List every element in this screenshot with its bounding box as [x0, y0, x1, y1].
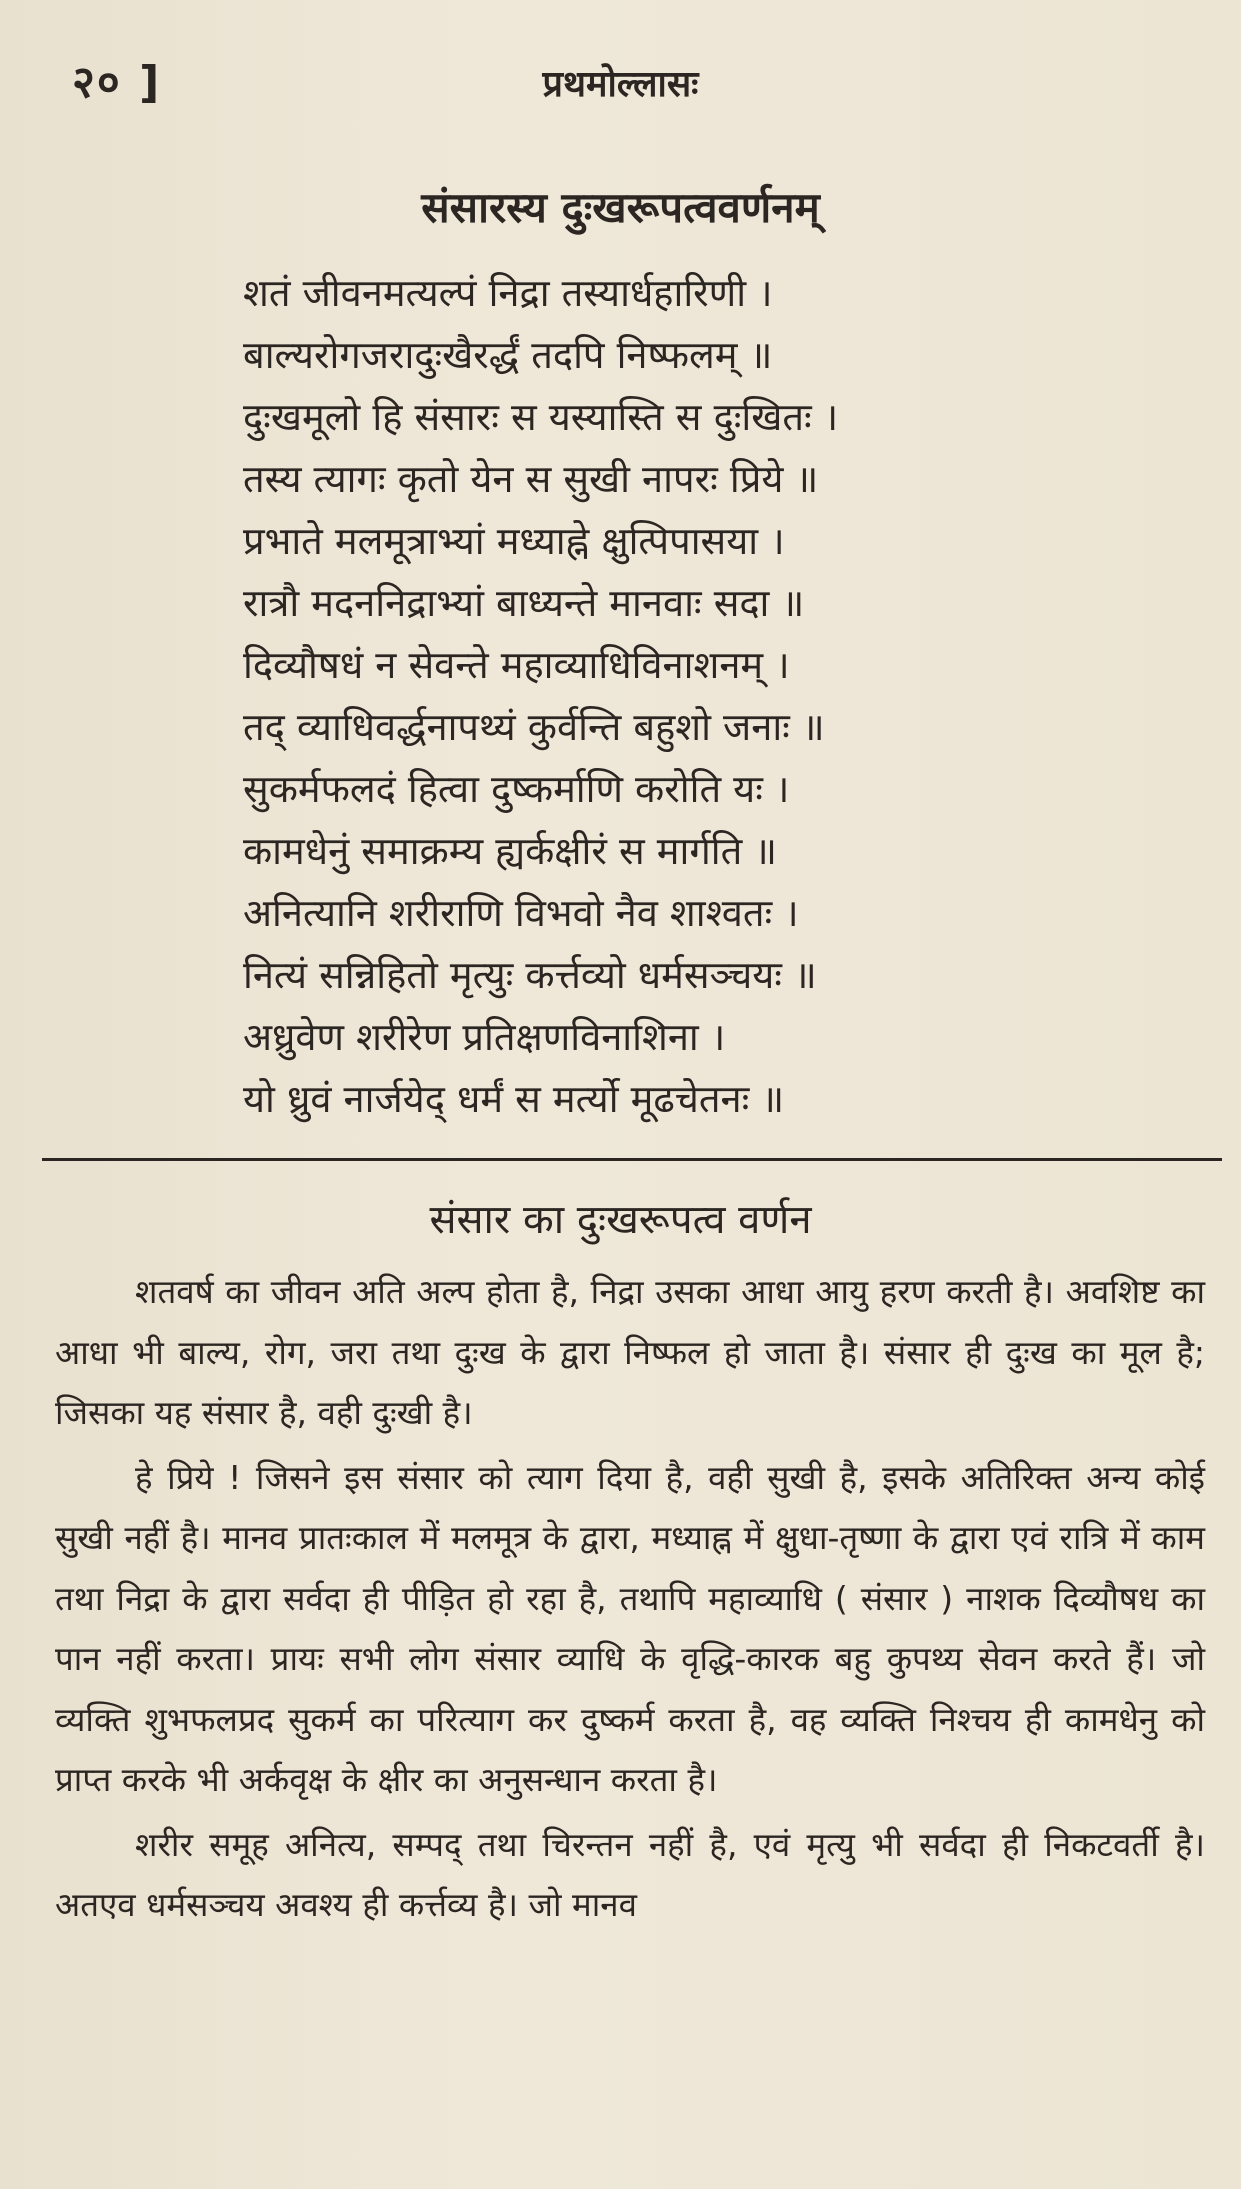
paragraph: हे प्रिये ! जिसने इस संसार को त्याग दिया है, वही सुखी है, इसके अतिरिक्त अन्य कोई सुखी नहीं है। मानव प्रातःकाल में मलमूत्र के द्वारा, मध्याह्न में क्षुधा-तृष्णा के द्वारा एवं रात्रि में काम तथा निद्रा के द्वारा सर्वदा ही पीड़ित हो रहा है, तथापि महाव्याधि ( संसार ) नाशक दिव्यौषध का पान नहीं करता। प्रायः सभी लोग संसार व्याधि के वृद्धि-कारक बहु कुपथ्य सेवन करते हैं। जो व्यक्ति शुभफलप्रद सुकर्म का परित्याग कर दुष्कर्म करता है, वह व्यक्ति निश्चय ही कामधेनु को प्राप्त करके भी अर्कवृक्ष के क्षीर का अनुसन्धान करता है। [55, 1457, 1205, 1799]
section-divider [42, 1158, 1222, 1161]
verse-line: कामधेनुं समाक्रम्य ह्यर्कक्षीरं स मार्गति ॥ [243, 829, 778, 873]
verse-line: नित्यं सन्निहितो मृत्युः कर्त्तव्यो धर्मसञ्चयः ॥ [243, 953, 817, 997]
hindi-translation [55, 1262, 1205, 1940]
paragraph: शतवर्ष का जीवन अति अल्प होता है, निद्रा उसका आधा आयु हरण करती है। अवशिष्ट का आधा भी बाल्य, रोग, जरा तथा दुःख के द्वारा निष्फल हो जाता है। संसार ही दुःख का मूल है; जिसका यह संसार है, वही दुःखी है। [55, 1272, 1205, 1432]
verse-line: दिव्यौषधं न सेवन्ते महाव्याधिविनाशनम् । [243, 643, 790, 687]
verse-line: अध्रुवेण शरीरेण प्रतिक्षणविनाशिना । [243, 1015, 726, 1059]
verse-line: तद् व्याधिवर्द्धनापथ्यं कुर्वन्ति बहुशो जनाः ॥ [243, 705, 825, 749]
verse-line: प्रभाते मलमूत्राभ्यां मध्याह्ने क्षुत्पिपासया । [243, 519, 785, 563]
verse-line: दुःखमूलो हि संसारः स यस्यास्ति स दुःखितः । [243, 395, 839, 439]
sanskrit-section-title: संसारस्य दुःखरूपत्ववर्णनम् [421, 183, 820, 232]
paragraph: शरीर समूह अनित्य, सम्पद् तथा चिरन्तन नहीं है, एवं मृत्यु भी सर्वदा ही निकटवर्ती है। अतएव धर्मसञ्चय अवश्य ही कर्त्तव्य है। जो मानव [55, 1824, 1205, 1924]
verse-line: बाल्यरोगजरादुःखैरर्द्धं तदपि निष्फलम् ॥ [243, 333, 773, 377]
verse-line: यो ध्रुवं नार्जयेद् धर्मं स मर्त्यो मूढचेतनः ॥ [243, 1077, 785, 1121]
verse-line: शतं जीवनमत्यल्पं निद्रा तस्यार्धहारिणी । [243, 271, 773, 315]
verse-line: सुकर्मफलदं हित्वा दुष्कर्माणि करोति यः । [243, 767, 790, 811]
running-head: प्रथमोल्लासः [542, 64, 699, 105]
sanskrit-verses [243, 262, 1043, 1130]
verse-line: अनित्यानि शरीराणि विभवो नैव शाश्वतः । [243, 891, 799, 935]
verse-line: रात्रौ मदननिद्राभ्यां बाध्यन्ते मानवाः सदा ॥ [243, 581, 805, 625]
verse-line: तस्य त्यागः कृतो येन स सुखी नापरः प्रिये ॥ [243, 457, 819, 501]
page-number: २० ] [72, 57, 162, 108]
hindi-section-title: संसार का दुःखरूपत्व वर्णन [429, 1197, 812, 1243]
